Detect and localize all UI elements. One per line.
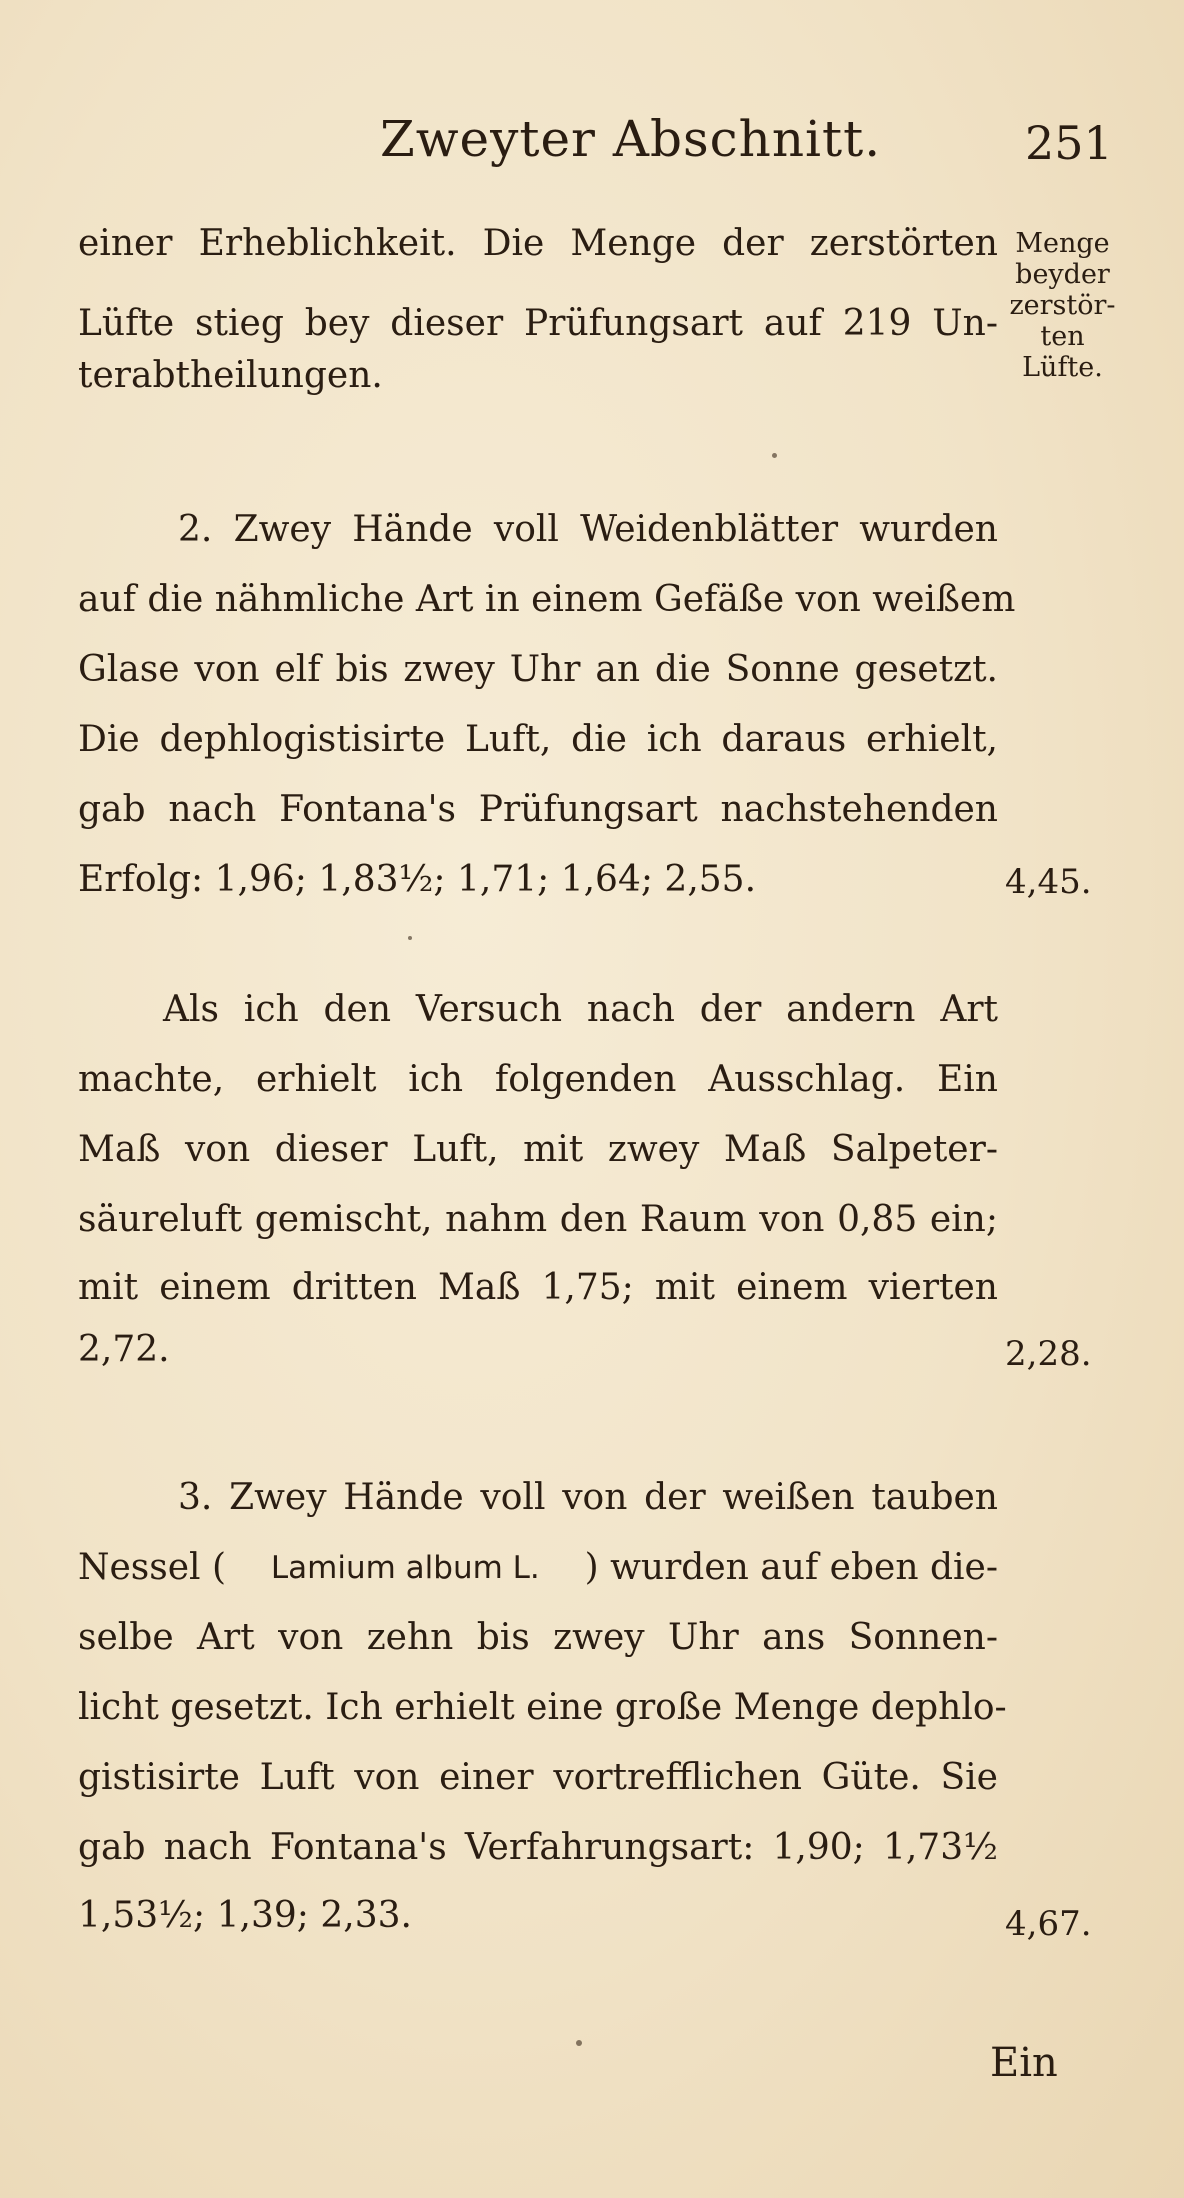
catchword: Ein	[990, 2040, 1058, 2086]
text-segment: Nessel (	[78, 1547, 227, 1588]
text-line: gab nach Fontana's Verfahrungsart: 1,90; 1,73½	[78, 1827, 998, 1868]
text-line: säureluft gemischt, nahm den Raum von 0,85 ein;	[78, 1199, 998, 1240]
paper-speck	[408, 936, 412, 940]
text-line: selbe Art von zehn bis zwey Uhr ans Sonnen-	[78, 1617, 998, 1658]
text-line: Maß von dieser Luft, mit zwey Maß Salpeter-	[78, 1129, 998, 1170]
margin-value: 2,28.	[1005, 1334, 1092, 1374]
text-segment: ) wurden auf eben die-	[584, 1547, 998, 1588]
text-line: 3. Zwey Hände voll von der weißen tauben	[178, 1477, 998, 1518]
margin-note-line: ten	[1040, 321, 1085, 352]
margin-note-line: Menge	[1015, 228, 1110, 259]
text-line: Glase von elf bis zwey Uhr an die Sonne gesetzt.	[78, 649, 998, 690]
text-line: mit einem dritten Maß 1,75; mit einem vierten	[78, 1267, 998, 1308]
text-line: gistisirte Luft von einer vortrefflichen Güte. Sie	[78, 1757, 998, 1798]
margin-value: 4,67.	[1005, 1904, 1092, 1944]
text-line: einer Erheblichkeit. Die Menge der zerstörten	[78, 223, 998, 264]
margin-note-line: beyder	[1015, 259, 1110, 290]
page-number: 251	[1025, 116, 1113, 170]
text-line: licht gesetzt. Ich erhielt eine große Menge dephlo-	[78, 1687, 1007, 1728]
text-line: machte, erhielt ich folgenden Ausschlag. Ein	[78, 1059, 998, 1100]
margin-note	[1005, 228, 1120, 383]
paper-speck	[576, 2040, 582, 2046]
text-line: Lüfte stieg bey dieser Prüfungsart auf 219 Un-	[78, 303, 998, 344]
text-line: Die dephlogistisirte Luft, die ich daraus erhielt,	[78, 719, 998, 760]
text-line: 2,72.	[78, 1329, 170, 1370]
latin-name: Lamium album L.	[270, 1550, 540, 1586]
margin-value: 4,45.	[1005, 862, 1092, 902]
running-head: Zweyter Abschnitt.	[380, 110, 882, 168]
paper-speck	[772, 453, 777, 458]
text-line: Als ich den Versuch nach der andern Art	[163, 989, 998, 1030]
text-line: 1,53½; 1,39; 2,33.	[78, 1895, 412, 1936]
text-line: terabtheilungen.	[78, 355, 383, 396]
margin-note-line: Lüfte.	[1022, 352, 1103, 383]
text-line: gab nach Fontana's Prüfungsart nachstehenden	[78, 789, 998, 830]
margin-note-line: zerstör-	[1009, 290, 1116, 321]
text-line: Erfolg: 1,96; 1,83½; 1,71; 1,64; 2,55.	[78, 859, 757, 900]
text-line	[78, 1546, 998, 1590]
text-line: 2. Zwey Hände voll Weidenblätter wurden	[178, 509, 998, 550]
text-line: auf die nähmliche Art in einem Gefäße von weißem	[78, 579, 1016, 620]
